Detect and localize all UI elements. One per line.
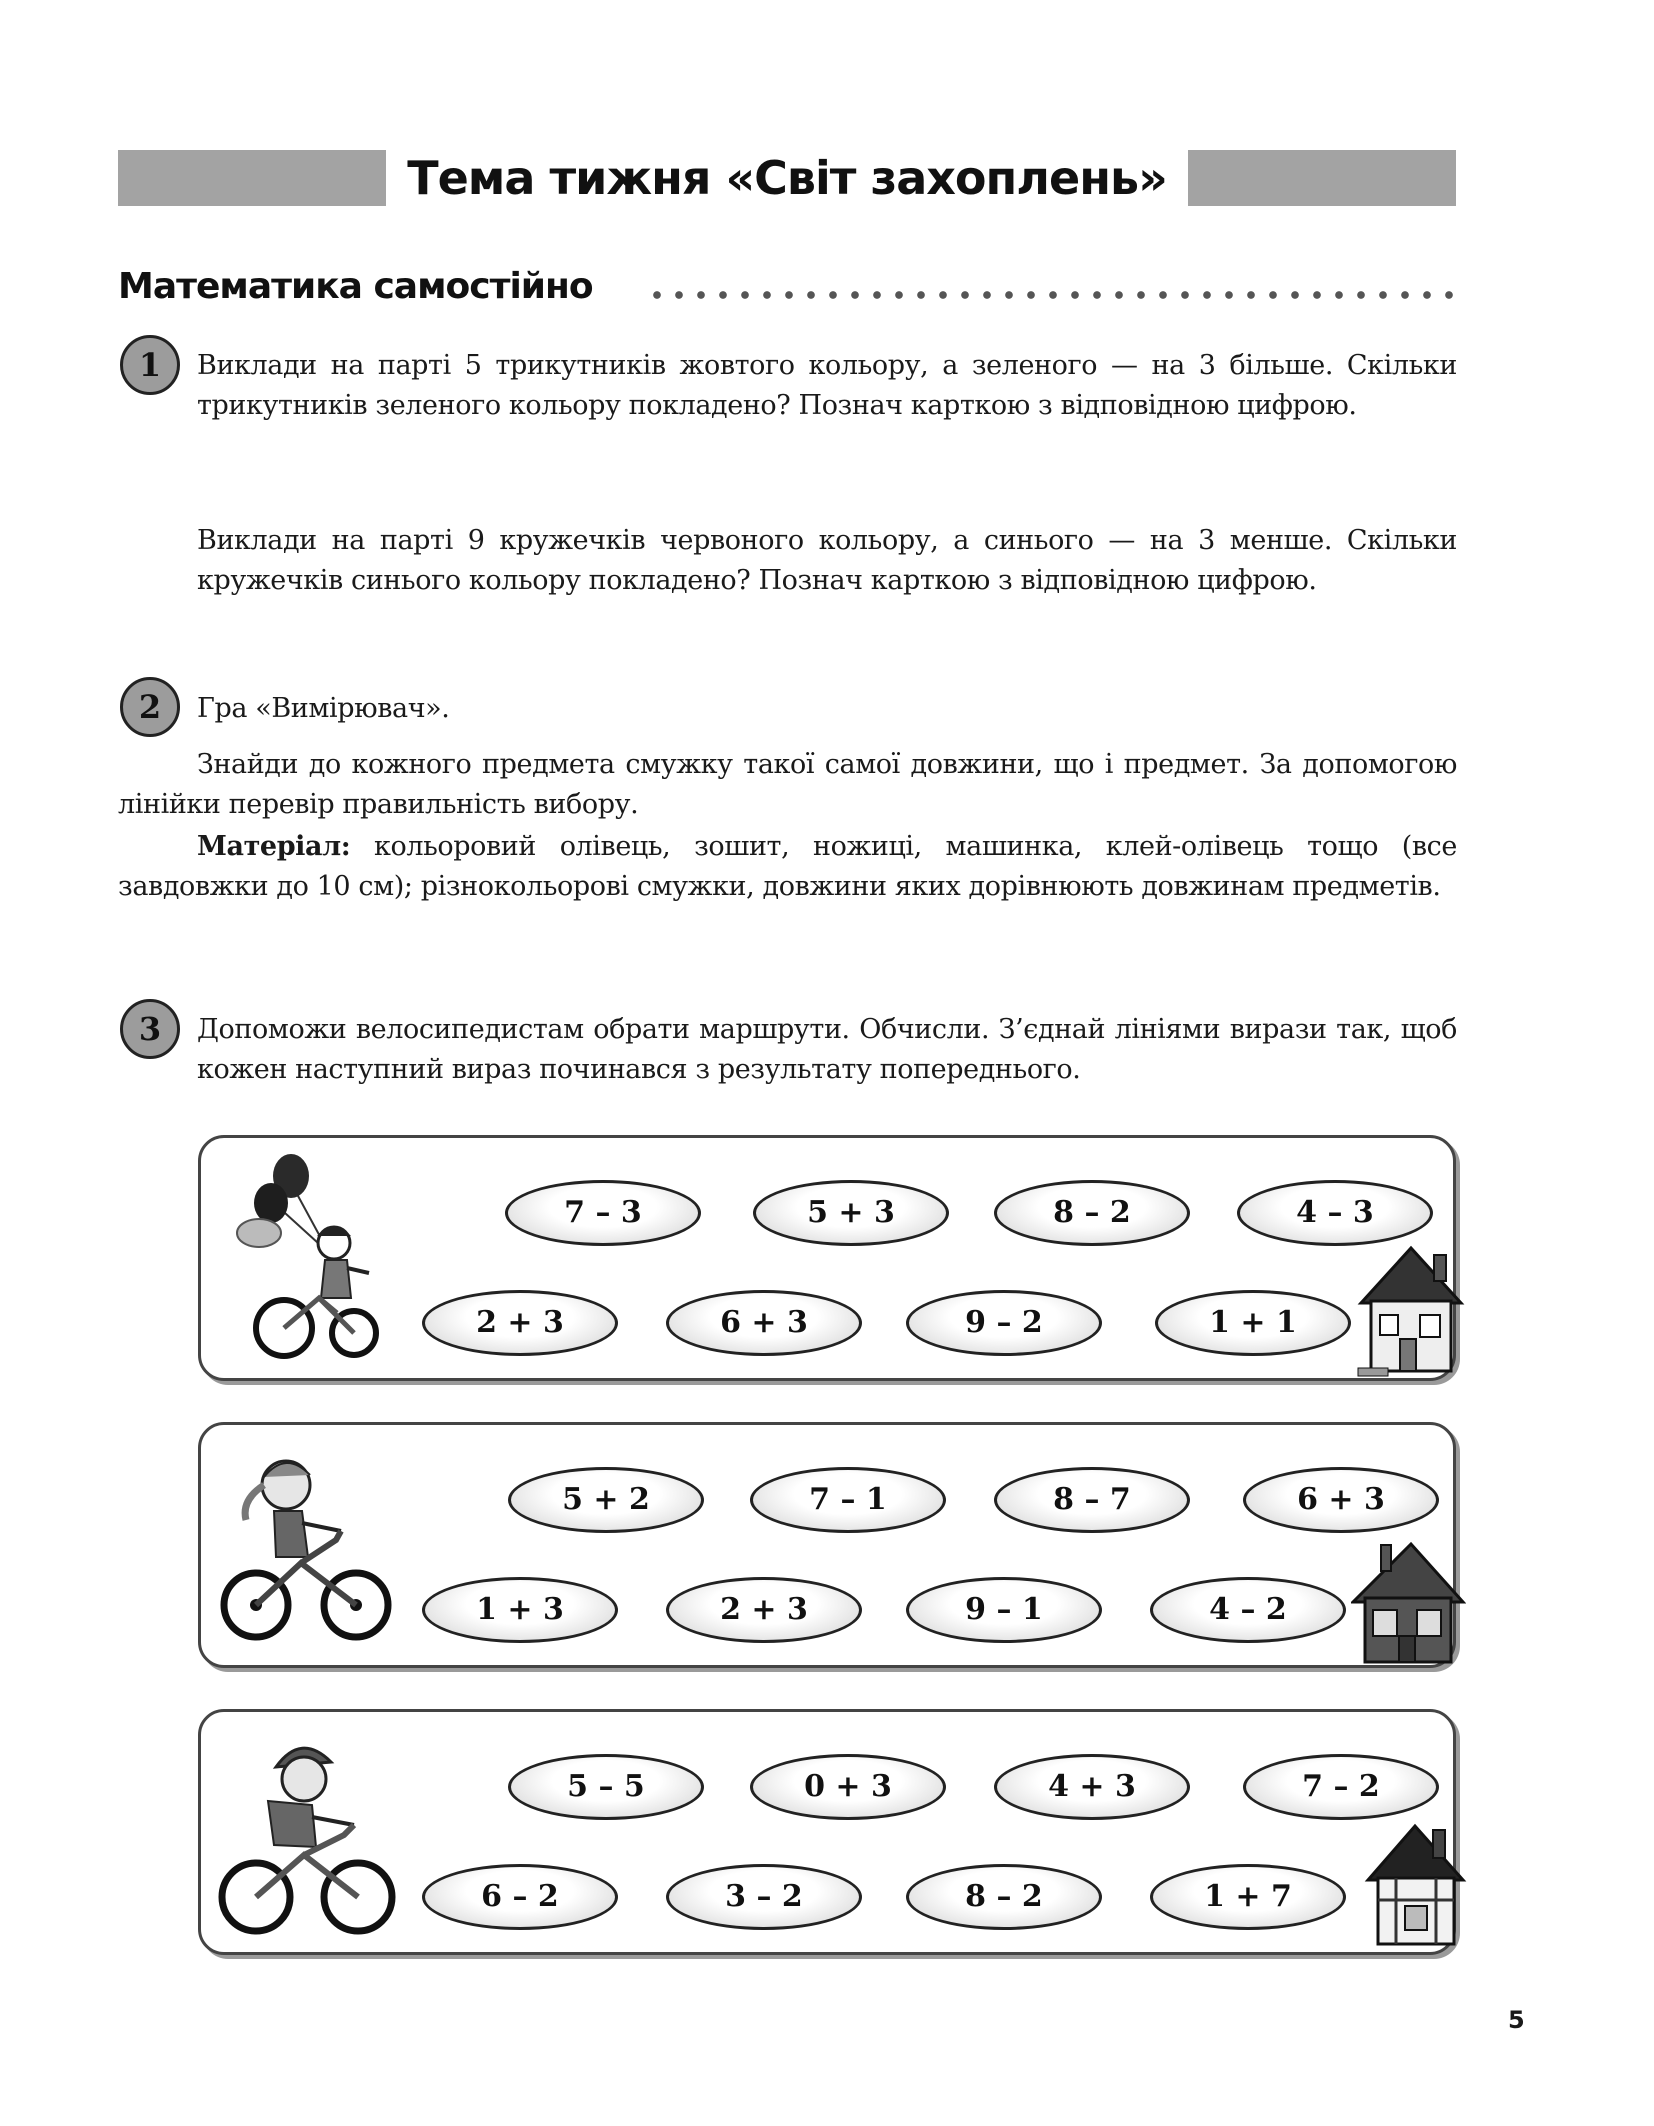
- task-2-intro: Гра «Вимірювач».: [197, 693, 450, 724]
- material-label: Матеріал:: [197, 831, 351, 862]
- cyclist-boy-helmet-icon: [216, 1727, 396, 1942]
- route-2-bottom-expr-4[interactable]: 4 – 2: [1150, 1577, 1346, 1643]
- route-1-top-expr-1[interactable]: 7 – 3: [505, 1180, 701, 1246]
- cyclist-girl-ponytail-icon: [216, 1445, 396, 1645]
- route-2-top-expr-1[interactable]: 5 + 2: [508, 1467, 704, 1533]
- section-heading: Математика самостійно: [118, 266, 593, 307]
- route-3-top-expr-4[interactable]: 7 – 2: [1243, 1754, 1439, 1820]
- task-number-3: 3: [120, 999, 180, 1059]
- house-icon: [1351, 1540, 1466, 1665]
- route-2-bottom-expr-2[interactable]: 2 + 3: [666, 1577, 862, 1643]
- page-number: 5: [1508, 2006, 1525, 2034]
- route-1-top-expr-3[interactable]: 8 – 2: [994, 1180, 1190, 1246]
- route-2-bottom-expr-3[interactable]: 9 – 1: [906, 1577, 1102, 1643]
- house-icon: [1356, 1243, 1466, 1378]
- route-2-bottom-expr-1[interactable]: 1 + 3: [422, 1577, 618, 1643]
- task-1-paragraph-2: Виклади на парті 9 кружечків червоного кольору, а синього — на 3 менше. Скільки кружечків синього кольору покладено? Познач карткою з відповідною цифрою.: [197, 525, 1457, 596]
- task-3-text: Допоможи велосипедистам обрати маршрути. Обчисли. З’єднай лініями вирази так, щоб кожен наступний вираз починався з результату попереднього.: [197, 1014, 1457, 1085]
- task-1-paragraph-1: Виклади на парті 5 трикутників жовтого кольору, а зеленого — на 3 більше. Скільки трикутників зеленого кольору покладено? Познач карткою з відповідною цифрою.: [197, 350, 1457, 421]
- cyclist-girl-balloons-icon: [229, 1148, 379, 1368]
- task-2-material: [118, 827, 1457, 907]
- route-1-bottom-expr-3[interactable]: 9 – 2: [906, 1290, 1102, 1356]
- material-text: кольоровий олівець, зошит, ножиці, машинка, клей-олівець тощо (все завдовжки до 10 см); різнокольорові смужки, довжини яких дорівнюють довжинам предметів.: [118, 831, 1457, 902]
- route-3-bottom-expr-2[interactable]: 3 – 2: [666, 1864, 862, 1930]
- route-1-bottom-expr-1[interactable]: 2 + 3: [422, 1290, 618, 1356]
- route-3-bottom-expr-3[interactable]: 8 – 2: [906, 1864, 1102, 1930]
- house-icon: [1363, 1822, 1468, 1947]
- route-3-top-expr-3[interactable]: 4 + 3: [994, 1754, 1190, 1820]
- route-1-bottom-expr-2[interactable]: 6 + 3: [666, 1290, 862, 1356]
- banner-bar-right: [1188, 150, 1456, 206]
- route-1-top-expr-4[interactable]: 4 – 3: [1237, 1180, 1433, 1246]
- route-3-bottom-expr-1[interactable]: 6 – 2: [422, 1864, 618, 1930]
- route-2-top-expr-2[interactable]: 7 – 1: [750, 1467, 946, 1533]
- route-1-top-expr-2[interactable]: 5 + 3: [753, 1180, 949, 1246]
- route-1-bottom-expr-4[interactable]: 1 + 1: [1155, 1290, 1351, 1356]
- route-3-top-expr-1[interactable]: 5 – 5: [508, 1754, 704, 1820]
- task-2-body: Знайди до кожного предмета смужку такої самої довжини, що і предмет. За допомогою лінійки перевір правильність вибору.: [118, 749, 1457, 820]
- task-number-1: 1: [120, 335, 180, 395]
- task-number-2: 2: [120, 677, 180, 737]
- route-3-top-expr-2[interactable]: 0 + 3: [750, 1754, 946, 1820]
- route-2-top-expr-4[interactable]: 6 + 3: [1243, 1467, 1439, 1533]
- banner-bar-left: [118, 150, 386, 206]
- dotted-divider: [646, 290, 1456, 300]
- route-3-bottom-expr-4[interactable]: 1 + 7: [1150, 1864, 1346, 1930]
- route-2-top-expr-3[interactable]: 8 – 7: [994, 1467, 1190, 1533]
- page-title: Тема тижня «Світ захоплень»: [407, 151, 1167, 205]
